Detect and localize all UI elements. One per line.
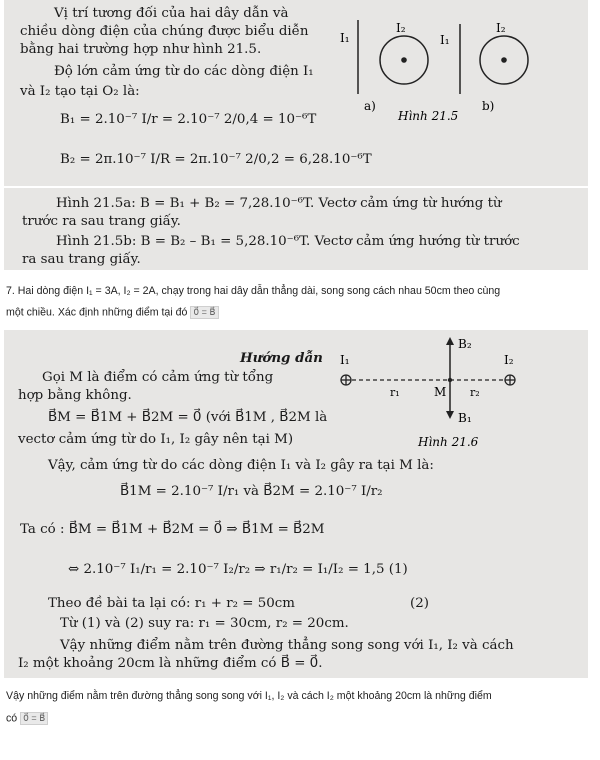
problem-7-line-1: 7. Hai dòng điện I₁ = 3A, I₂ = 2A, chạy trong hai dây dẫn thẳng dài, song song cách nhau 50cm theo cùng — [6, 285, 501, 297]
text-line: I₂ một khoảng 20cm là những điểm có B⃗ = 0⃗. — [18, 656, 323, 671]
text-line: B⃗M = B⃗1M + B⃗2M = 0⃗ (với B⃗1M , B⃗2M là — [48, 410, 328, 425]
text-line: hợp bằng không. — [18, 388, 132, 403]
text-line: Gọi M là điểm có cảm ứng từ tổng — [42, 370, 274, 385]
fig-label-r1: r₁ — [390, 386, 400, 399]
fig-label-i2b: I₂ — [496, 21, 506, 35]
figure-21-5 — [334, 2, 584, 130]
fig-caption: Hình 21.6 — [418, 435, 479, 449]
text-line: Hình 21.5a: B = B₁ + B₂ = 7,28.10⁻⁶T. Vectơ cảm ứng từ hướng từ — [56, 196, 502, 211]
fig-label-a: a) — [364, 99, 376, 113]
fig-label-r2: r₂ — [470, 386, 480, 399]
conclusion-line-2 — [6, 712, 48, 725]
text-line: Độ lớn cảm ứng từ do các dòng điện I₁ — [54, 64, 314, 79]
scan-block-2 — [4, 188, 588, 270]
text-line: vectơ cảm ứng từ do I₁, I₂ gây nên tại M) — [18, 432, 294, 447]
conclusion-line-1: Vậy những điểm nằm trên đường thẳng song song với I₁, I₂ và cách I₂ một khoảng 20cm là những điểm — [6, 690, 492, 702]
text-line: Từ (1) và (2) suy ra: r₁ = 30cm, r₂ = 20cm. — [60, 616, 349, 631]
fig-label-m: M — [434, 385, 447, 399]
text-line: Hình 21.5b: B = B₂ – B₁ = 5,28.10⁻⁶T. Vectơ cảm ứng hướng từ trước — [56, 234, 520, 249]
fig-label-b: b) — [482, 99, 495, 113]
equation-sum: Ta có : B⃗M = B⃗1M + B⃗2M = 0⃗ ⇒ B⃗1M = B⃗2M — [20, 522, 325, 537]
guide-heading: Hướng dẫn — [240, 350, 323, 366]
equation-b1m-b2m: B⃗1M = 2.10⁻⁷ I/r₁ và B⃗2M = 2.10⁻⁷ I/r₂ — [120, 484, 383, 499]
problem-7-text: một chiều. Xác định những điểm tại đó — [6, 306, 188, 319]
conclusion-text: có — [6, 712, 18, 725]
equation-number: (2) — [410, 596, 429, 611]
text-line: chiều dòng điện của chúng được biểu diễn — [20, 24, 309, 39]
text-line: Vậy những điểm nằm trên đường thẳng song song với I₁, I₂ và cách — [60, 638, 514, 653]
fig-label-i1a: I₁ — [340, 31, 350, 45]
equation-b2: B₂ = 2π.10⁻⁷ I/R = 2π.10⁻⁷ 2/0,2 = 6,28.10⁻⁶T — [60, 152, 372, 167]
fig-label-b2: B₂ — [458, 337, 472, 351]
text-line: bằng hai trường hợp như hình 21.5. — [20, 42, 262, 57]
scan-block-1 — [4, 0, 588, 186]
text-line: và I₂ tạo tại O₂ là: — [20, 84, 140, 99]
fig-label-i1: I₁ — [340, 353, 350, 367]
fig-caption: Hình 21.5 — [398, 109, 459, 123]
text-line: Vậy, cảm ứng từ do các dòng điện I₁ và I₂ gây ra tại M là: — [48, 458, 434, 473]
equation-b1: B₁ = 2.10⁻⁷ I/r = 2.10⁻⁷ 2/0,4 = 10⁻⁶T — [60, 112, 317, 127]
figure-21-6 — [330, 334, 586, 454]
equation-ratio: ⇔ 2.10⁻⁷ I₁/r₁ = 2.10⁻⁷ I₂/r₂ ⇒ r₁/r₂ = I₁/I₂ = 1,5 (1) — [68, 562, 408, 577]
inline-equation-image: 0⃗ = B⃗ — [190, 306, 218, 319]
text-line: Theo đề bài ta lại có: r₁ + r₂ = 50cm — [48, 596, 295, 611]
scan-block-3 — [4, 330, 588, 678]
fig-label-i1b: I₁ — [440, 33, 450, 47]
text-line: ra sau trang giấy. — [22, 252, 141, 267]
text-line: trước ra sau trang giấy. — [22, 214, 181, 229]
fig-label-i2a: I₂ — [396, 21, 406, 35]
text-line: Vị trí tương đối của hai dây dẫn và — [54, 6, 289, 21]
problem-7-line-2 — [6, 306, 219, 319]
fig-label-b1: B₁ — [458, 411, 472, 425]
fig-label-i2: I₂ — [504, 353, 514, 367]
inline-equation-image: 0⃗ = B⃗ — [20, 712, 48, 725]
